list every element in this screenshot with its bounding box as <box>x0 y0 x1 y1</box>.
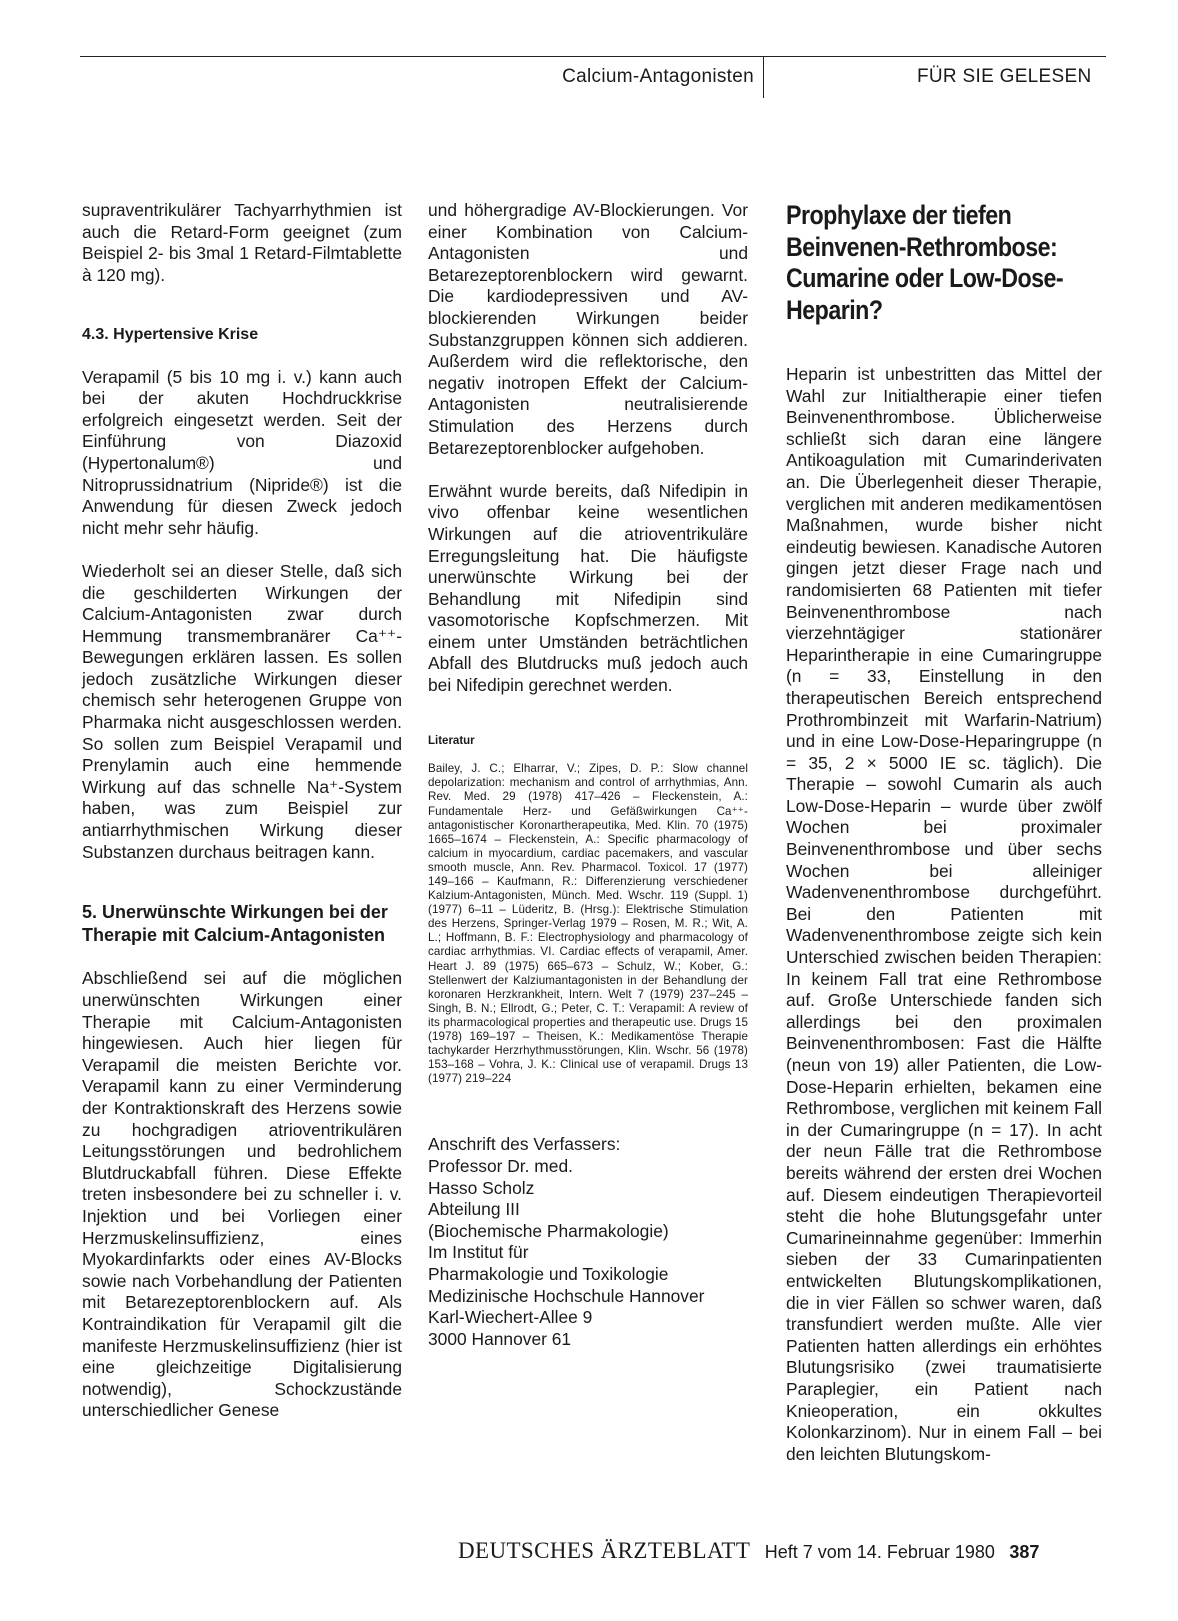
header-rule <box>80 56 1106 57</box>
paragraph: Abschließend sei auf die möglichen unerwünschten Wirkungen einer Therapie mit Calcium-Antagonisten hingewiesen. Auch hier liegen für Verapamil die meisten Berichte vor. Verapamil kann zu einer Verminderung der Kontraktionskraft des Herzens sowie zu hochgradigen atrioventrikulären Leitungsstörungen und bedrohlichem Blutdruckabfall führen. Diese Effekte treten insbesondere bei zu schneller i. v. Injektion und bei Vorliegen einer Herzmuskelinsuffizienz, eines Myokardinfarkts oder eines AV-Blocks sowie nach Vorbehandlung der Patienten mit Betarezeptorenblockern auf. Als Kontraindikation für Verapamil gilt die manifeste Herzmuskelinsuffizienz (hier ist eine gleichzeitige Digitalisierung notwendig), Schockzustände unterschiedlicher Genese <box>82 968 402 1421</box>
address-line: Im Institut für <box>428 1242 529 1263</box>
address-line: Medizinische Hochschule Hannover <box>428 1285 705 1306</box>
subsection-heading: 4.3. Hypertensive Krise <box>82 325 259 343</box>
address-line: Professor Dr. med. <box>428 1156 573 1176</box>
address-line: 3000 Hannover 61 <box>428 1328 572 1349</box>
address-line: Abteilung III <box>428 1199 520 1220</box>
page-number: 387 <box>1009 1542 1040 1562</box>
article-headline: Prophylaxe der tiefen Beinvenen-Rethrombose: Cumarine oder Low-Dose-Heparin? <box>786 200 1064 325</box>
paragraph: und höhergradige AV-Blockierungen. Vor einer Kombination von Calcium-Antagonisten und Betarezeptorenblockern wird gewarnt. Die kardiodepressiven und AV-blockierenden Wirkungen beider Substanzgruppen können sich addieren. Außerdem wird die reflektorische, den negativ inotropen Effekt der Calcium-Antagonisten neutralisierende Stimulation des Herzens durch Betarezeptorenblocker aufgehoben. <box>428 200 748 458</box>
paragraph: Heparin ist unbestritten das Mittel der Wahl zur Initialtherapie einer tiefen Beinvenenthrombose. Üblicherweise schließt sich daran eine längere Antikoagulation mit Cumarinderivaten an. Die Überlegenheit dieser Therapie, verglichen mit anderen medikamentösen Maßnahmen, wurde bisher nicht eindeutig bewiesen. Kanadische Autoren gingen jetzt dieser Frage nach und randomisierten 68 Patienten mit tiefer Beinvenenthrombose nach vierzehntägiger stationärer Heparintherapie in eine Cumaringruppe (n = 33, Einstellung in den therapeutischen Bereich entsprechend Prothrombinzeit mit Warfarin-Natrium) und in eine Low-Dose-Heparingruppe (n = 35, 2 × 5000 IE sc. täglich). Die Therapie – sowohl Cumarin als auch Low-Dose-Heparin – wurde über zwölf Wochen bei proximaler Beinvenenthrombose und über sechs Wochen bei alleiniger Wadenvenenthrombose durchgeführt. Bei den Patienten mit Wadenvenenthrombose zeigte sich kein Unterschied zwischen beiden Therapien: In keinem Fall trat eine Rethrombose auf. Große Unterschiede fanden sich allerdings bei den proximalen Beinvenenthrombosen: Fast die Hälfte (neun von 19) aller Patienten, die Low-Dose-Heparin erhielten, bekamen eine Rethrombose, verglichen mit keinem Fall in der Cumaringruppe (n = 17). In acht der neun Fälle trat die Rethrombose bereits während der ersten drei Wochen auf. Diesem eindeutigen Therapievorteil steht die hohe Blutungsgefahr unter Cumarineinnahme gegenüber: Immerhin sieben der 33 Cumarinpatienten entwickelten Blutungskomplikationen, die in vier Fällen so schwer waren, daß transfundiert werden mußte. Alle vier Patienten hatten allerdings ein erhöhtes Blutungsrisiko (zwei traumatisierte Paraplegier, ein Patient nach Knieoperation, ein okkultes Kolonkarzinom). Nur in einem Fall – bei den leichten Blutungskom- <box>786 364 1102 1464</box>
page-footer <box>458 1538 1039 1564</box>
address-line: Karl-Wiechert-Allee 9 <box>428 1307 593 1328</box>
address-line: (Biochemische Pharmakologie) <box>428 1220 669 1241</box>
address-line: Hasso Scholz <box>428 1177 535 1198</box>
paragraph: Wiederholt sei an dieser Stelle, daß sich die geschilderten Wirkungen der Calcium-Antagonisten zwar durch Hemmung transmembranärer Ca⁺⁺-Bewegungen erklären lassen. Es sollen jedoch zusätzliche Wirkungen dieser chemisch sehr heterogenen Gruppe von Pharmaka nicht ausgeschlossen werden. So sollen zum Beispiel Verapamil und Prenylamin auch eine hemmende Wirkung auf das schnelle Na⁺-System haben, was zum Beispiel zur antiarrhythmischen Wirkung dieser Substanzen durchaus beitragen kann. <box>82 560 402 862</box>
author-address <box>428 1134 748 1350</box>
header-divider <box>763 56 764 98</box>
column-1 <box>82 200 402 1422</box>
address-line: Pharmakologie und Toxikologie <box>428 1263 669 1284</box>
running-head-topic: Calcium-Antagonisten <box>562 66 754 87</box>
paragraph: Erwähnt wurde bereits, daß Nifedipin in vivo offenbar keine wesentlichen Wirkungen auf die atrioventrikuläre Erregungsleitung hat. Die häufigste unerwünschte Wirkung bei der Behandlung mit Nifedipin sind vasomotorische Kopfschmerzen. Mit einem unter Umständen beträchtlichen Abfall des Blutdrucks muß jedoch auch bei Nifedipin gerechnet werden. <box>428 480 748 696</box>
column-3 <box>786 200 1102 1465</box>
journal-name: DEUTSCHES ÄRZTEBLATT <box>458 1538 751 1563</box>
references: Bailey, J. C.; Elharrar, V.; Zipes, D. P.: Slow channel depolarization: mechanism and control of arrhythmias, Ann. Rev. Med. 29 (1978) 417–426 – Fleckenstein, A.: Fundamentale Herz- und Gefäßwirkungen Ca⁺⁺-antagonistischer Koronartherapeutika, Med. Klin. 70 (1975) 1665–1674 – Fleckenstein, A.: Specific pharmacology of calcium in myocardium, cardiac pacemakers, and vascular smooth muscle, Ann. Rev. Pharmacol. Toxicol. 17 (1977) 149–166 – Kaufmann, R.: Differenzierung verschiedener Kalzium-Antagonisten, Münch. Med. Wschr. 119 (Suppl. 1) (1977) 6–11 – Lüderitz, B. (Hrsg.): Elektrische Stimulation des Herzens, Springer-Verlag 1979 – Rosen, M. R.; Wit, A. L.; Hoffmann, B. F.: Electrophysiology and pharmacology of cardiac arrhythmias. VI. Cardiac effects of verapamil, Amer. Heart J. 89 (1975) 665–673 – Schulz, W.; Kober, G.: Stellenwert der Kalziumantagonisten in der Behandlung der koronaren Herzkrankheit, Intern. Welt 7 (1979) 237–245 – Singh, B. N.; Ellrodt, G.; Peter, C. T.: Verapamil: A review of its pharmacological properties and therapeutic use. Drugs 15 (1978) 169–197 – Theisen, K.: Medikamentöse Therapie tachykarder Herzrhythmusstörungen, Klin. Wschr. 56 (1978) 153–168 – Vohra, J. K.: Clinical use of verapamil. Drugs 13 (1977) 219–224 <box>428 762 748 1086</box>
paragraph: supraventrikulärer Tachyarrhythmien ist auch die Retard-Form geeignet (zum Beispiel 2- bis 3mal 1 Retard-Filmtablette à 120 mg). <box>82 200 402 285</box>
running-head-section: FÜR SIE GELESEN <box>917 66 1092 87</box>
paragraph: Verapamil (5 bis 10 mg i. v.) kann auch bei der akuten Hochdruckkrise erfolgreich eingesetzt werden. Seit der Einführung von Diazoxid (Hypertonalum®) und Nitroprussidnatrium (Nipride®) ist die Anwendung für diesen Zweck jedoch nicht mehr sehr häufig. <box>82 366 402 538</box>
issue-info: Heft 7 vom 14. Februar 1980 <box>764 1542 995 1562</box>
literature-heading: Literatur <box>428 735 475 748</box>
address-line: Anschrift des Verfassers: <box>428 1134 621 1155</box>
section-heading: 5. Unerwünschte Wirkungen bei der Therapie mit Calcium-Antagonisten <box>82 901 388 945</box>
column-2 <box>428 200 748 1350</box>
